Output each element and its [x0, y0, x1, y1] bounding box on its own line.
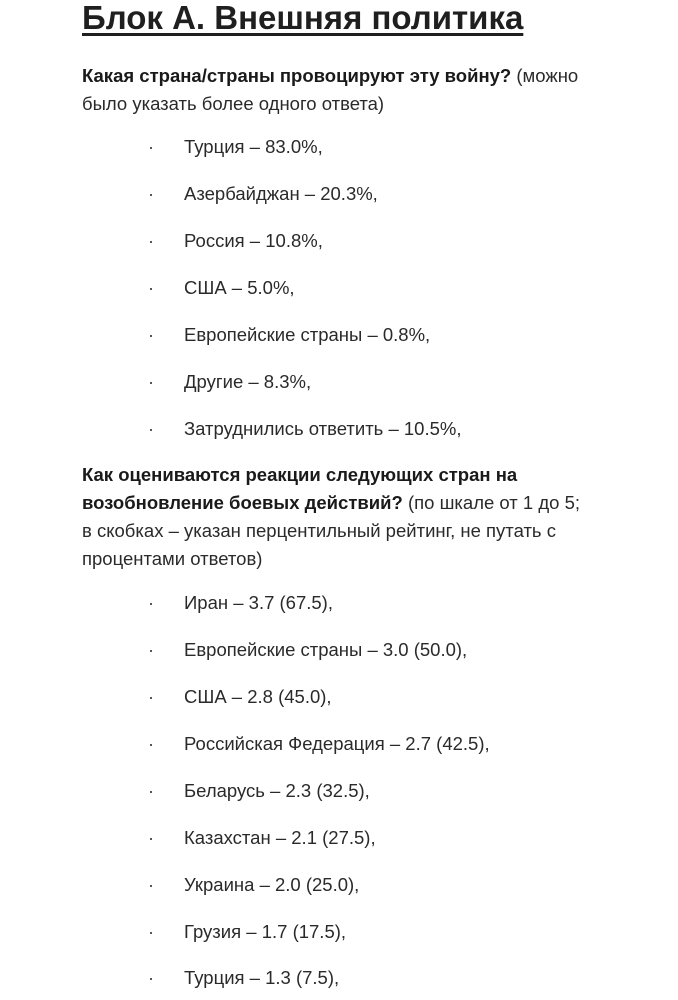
- bullet-icon: ·: [148, 231, 154, 251]
- list-item-text: Грузия – 1.7 (17.5),: [184, 921, 347, 942]
- bullet-icon: ·: [148, 781, 154, 801]
- list-item-text: Турция – 83.0%,: [184, 136, 323, 157]
- question-2-note: (по шкале от 1 до 5; в скобках – указан перцентильный рейтинг, не путать с процентами ответов): [82, 492, 581, 569]
- list-item: [0, 227, 600, 255]
- bullet-icon: ·: [148, 372, 154, 392]
- list-item: [0, 683, 600, 711]
- list-item: [0, 636, 600, 664]
- list-item: [0, 777, 600, 805]
- question-1-note: (можно было указать более одного ответа): [82, 65, 579, 114]
- bullet-icon: ·: [148, 137, 154, 157]
- list-item-text: Европейские страны – 3.0 (50.0),: [184, 639, 468, 660]
- bullet-icon: ·: [148, 734, 154, 754]
- list-item: [0, 368, 600, 396]
- question-1-text: Какая страна/страны провоцируют эту войну?: [82, 65, 512, 86]
- list-item-text: Украина – 2.0 (25.0),: [184, 874, 360, 895]
- list-item: [0, 589, 600, 617]
- list-item: [0, 321, 600, 349]
- list-item-text: Турция – 1.3 (7.5),: [184, 967, 340, 988]
- list-item: [0, 730, 600, 758]
- bullet-icon: ·: [148, 875, 154, 895]
- bullet-icon: ·: [148, 922, 154, 942]
- list-item-text: Иран – 3.7 (67.5),: [184, 592, 333, 613]
- list-item-text: Беларусь – 2.3 (32.5),: [184, 780, 370, 801]
- list-item: [0, 871, 600, 899]
- list-item-text: Европейские страны – 0.8%,: [184, 324, 431, 345]
- list-item-text: Другие – 8.3%,: [184, 371, 312, 392]
- list-item-text: Азербайджан – 20.3%,: [184, 183, 378, 204]
- list-item: [0, 964, 600, 992]
- list-item-text: Затруднились ответить – 10.5%,: [184, 418, 462, 439]
- list-item-text: США – 2.8 (45.0),: [184, 686, 332, 707]
- question-2: [82, 461, 582, 573]
- bullet-icon: ·: [148, 968, 154, 988]
- question-1: [82, 62, 582, 118]
- question-2-text: Как оцениваются реакции следующих стран на возобновление боевых действий?: [82, 464, 518, 513]
- list-item: [0, 415, 600, 443]
- list-item-text: Казахстан – 2.1 (27.5),: [184, 827, 376, 848]
- list-item: [0, 274, 600, 302]
- bullet-icon: ·: [148, 325, 154, 345]
- section-title: Блок А. Внешняя политика: [82, 0, 524, 36]
- bullet-icon: ·: [148, 184, 154, 204]
- bullet-icon: ·: [148, 640, 154, 660]
- bullet-icon: ·: [148, 278, 154, 298]
- list-item: [0, 824, 600, 852]
- list-item-text: Российская Федерация – 2.7 (42.5),: [184, 733, 490, 754]
- bullet-icon: ·: [148, 419, 154, 439]
- bullet-icon: ·: [148, 593, 154, 613]
- list-item-text: США – 5.0%,: [184, 277, 295, 298]
- list-item: [0, 133, 600, 161]
- bullet-icon: ·: [148, 828, 154, 848]
- bullet-icon: ·: [148, 687, 154, 707]
- list-item: [0, 918, 600, 946]
- list-item-text: Россия – 10.8%,: [184, 230, 323, 251]
- list-item: [0, 180, 600, 208]
